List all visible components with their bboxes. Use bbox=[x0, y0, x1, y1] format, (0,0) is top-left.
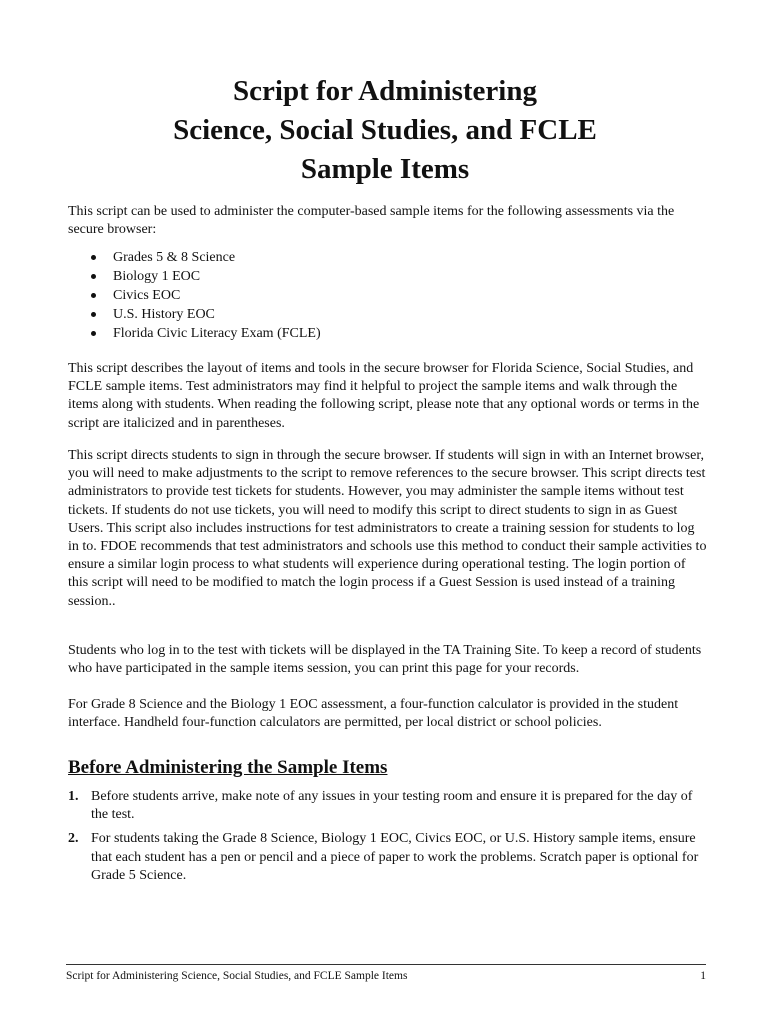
list-item bbox=[68, 830, 708, 885]
title-line-3: Sample Items bbox=[300, 153, 470, 185]
step-text: Before students arrive, make note of any issues in your testing room and ensure it is prepared for the day of the test. bbox=[91, 789, 693, 823]
list-item: Florida Civic Literacy Exam (FCLE) bbox=[91, 324, 321, 343]
tickets-paragraph: Students who log in to the test with tickets will be displayed in the TA Training Site. To keep a record of students who have participated in the sample items session, you can print this page for your records. bbox=[68, 643, 702, 677]
calculator-paragraph: For Grade 8 Science and the Biology 1 EOC assessment, a four-function calculator is provided in the student interface. Handheld four-function calculators are permitted, per local district or school policies. bbox=[68, 697, 679, 731]
section-heading: Before Administering the Sample Items bbox=[68, 757, 388, 778]
list-item bbox=[68, 788, 708, 824]
title-line-2: Science, Social Studies, and FCLE bbox=[173, 114, 597, 146]
list-item: Civics EOC bbox=[91, 286, 321, 305]
footer-title: Script for Administering Science, Social Studies, and FCLE Sample Items bbox=[66, 970, 408, 982]
list-item: Grades 5 & 8 Science bbox=[91, 248, 321, 267]
title-line-1: Script for Administering bbox=[233, 75, 537, 107]
list-item: U.S. History EOC bbox=[91, 305, 321, 324]
step-number: 1. bbox=[68, 789, 79, 804]
document-title bbox=[0, 72, 770, 189]
step-text: For students taking the Grade 8 Science, Biology 1 EOC, Civics EOC, or U.S. History sample items, ensure that each student has a pen or pencil and a piece of paper to work the problems. Scratch paper is optional for Grade 5 Science. bbox=[91, 831, 699, 883]
page-footer bbox=[66, 964, 706, 983]
steps-list bbox=[68, 788, 708, 891]
layout-paragraph: This script describes the layout of items and tools in the secure browser for Florida Science, Social Studies, and FCLE sample items. Test administrators may find it helpful to project the sample items and walk through the items along with students. When reading the following script, please note that any optional words or terms in the script are italicized and in parentheses. bbox=[68, 361, 700, 431]
assessment-list bbox=[91, 248, 321, 343]
page-number: 1 bbox=[700, 970, 706, 982]
signin-paragraph: This script directs students to sign in through the secure browser. If students will sign in with an Internet browser, you will need to make adjustments to the script to remove references to the secure browser. This script directs test administrators to provide test tickets for students. However, you may administer the sample items without test tickets. If students do not use tickets, you will need to modify this script to direct students to sign in as Guest Users. This script also includes instructions for test administrators to create a training session for students to log in to. FDOE recommends that test administrators and schools use this method to conduct their sample activities to ensure a similar login process to what students will experience during operational testing. The login portion of this script will need to be modified to match the login process if a Guest Session is used instead of a training session.. bbox=[68, 448, 707, 609]
step-number: 2. bbox=[68, 831, 79, 847]
list-item: Biology 1 EOC bbox=[91, 267, 321, 286]
intro-paragraph: This script can be used to administer the computer-based sample items for the following assessments via the secure browser: bbox=[68, 204, 675, 238]
